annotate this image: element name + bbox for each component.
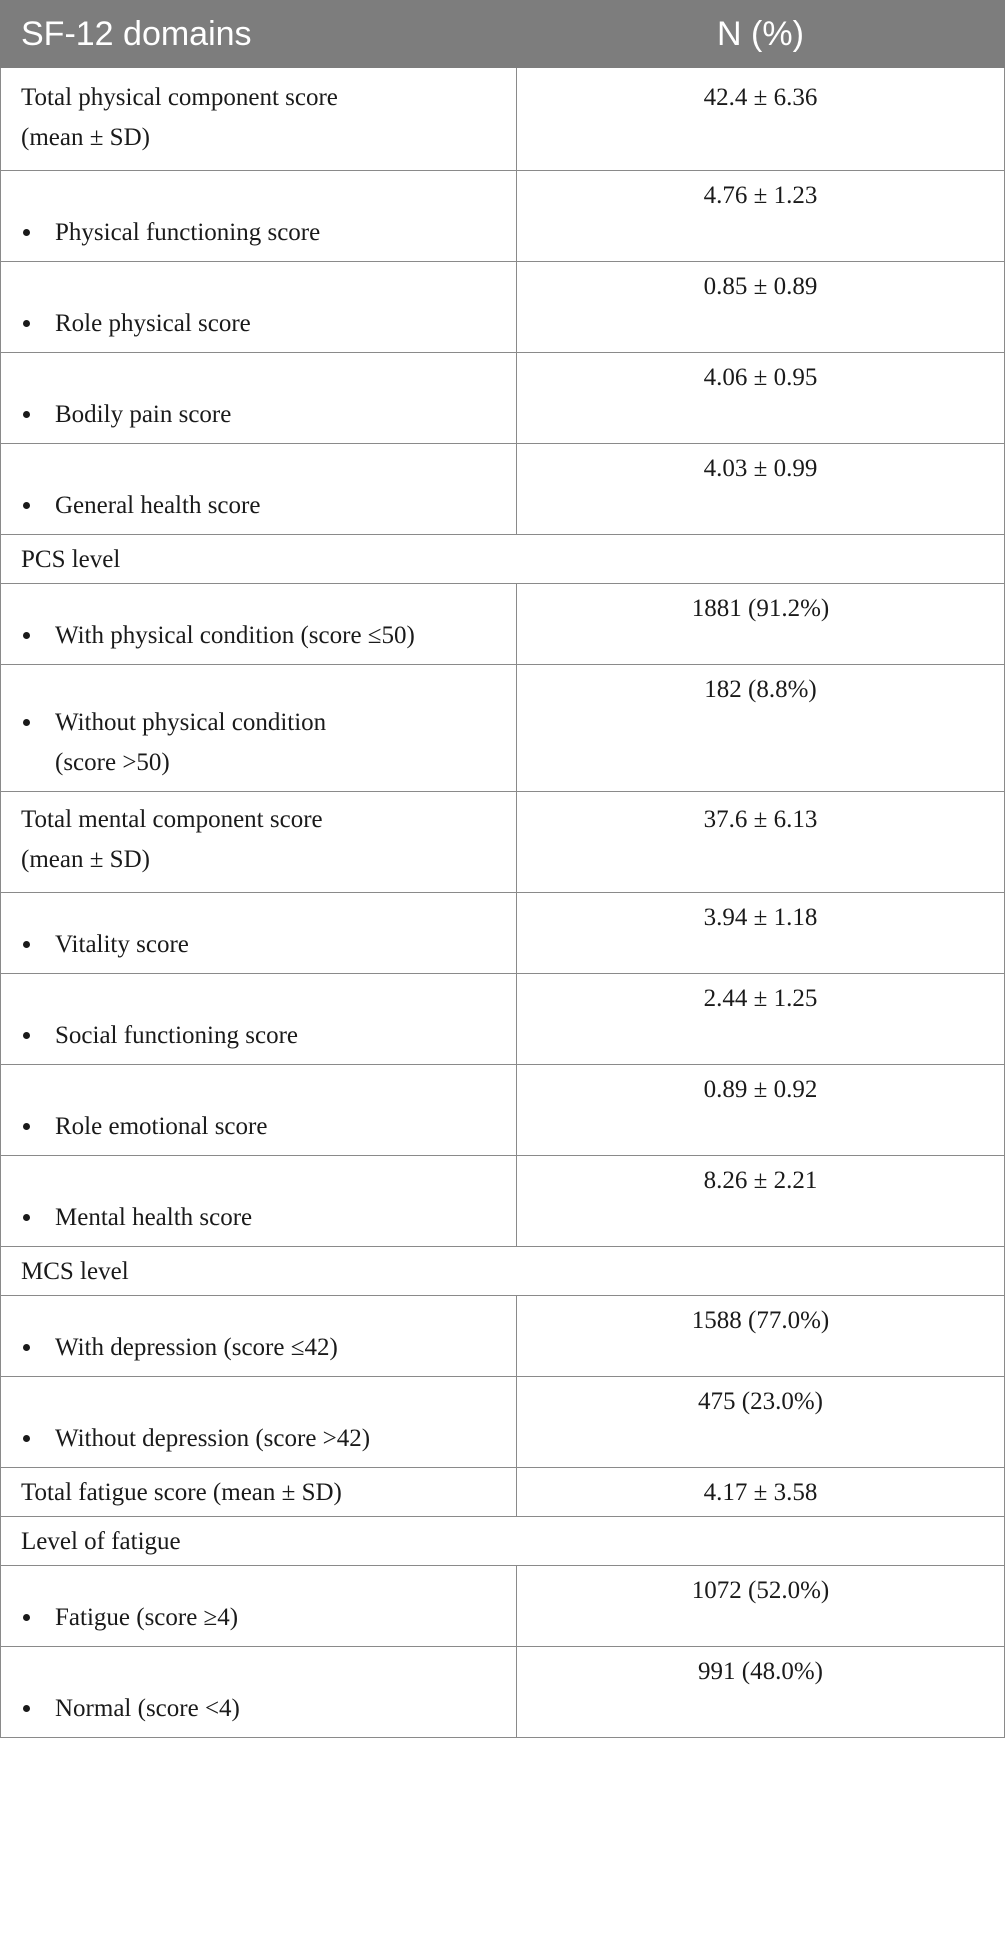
row-label	[1, 444, 517, 535]
row-label	[1, 68, 517, 171]
bullet-icon	[21, 213, 55, 253]
table-row-fatigue-level	[1, 1517, 1005, 1566]
row-label	[1, 1566, 517, 1647]
row-label	[1, 1065, 517, 1156]
row-label-line1: Without physical condition	[55, 709, 327, 736]
bullet-icon	[21, 1198, 55, 1238]
row-value: 4.17 ± 3.58	[517, 1468, 1005, 1517]
row-label	[1, 171, 517, 262]
table-row	[1, 1156, 1005, 1247]
table-row	[1, 262, 1005, 353]
table-row	[1, 444, 1005, 535]
row-value: 42.4 ± 6.36	[517, 68, 1005, 171]
row-value: 2.44 ± 1.25	[517, 974, 1005, 1065]
row-value: 4.06 ± 0.95	[517, 353, 1005, 444]
row-label-line1: Total mental component score	[21, 806, 323, 833]
row-label-text: Fatigue (score ≥4)	[55, 1604, 239, 1631]
row-label	[1, 792, 517, 893]
row-value: 475 (23.0%)	[517, 1377, 1005, 1468]
row-value: 991 (48.0%)	[517, 1647, 1005, 1738]
table-row	[1, 893, 1005, 974]
table-row-total-fatigue	[1, 1468, 1005, 1517]
row-value: 182 (8.8%)	[517, 665, 1005, 792]
table-row	[1, 1065, 1005, 1156]
row-label-text: With depression (score ≤42)	[55, 1334, 338, 1361]
bullet-icon	[21, 616, 55, 656]
table-row	[1, 1566, 1005, 1647]
row-label-text: Normal (score <4)	[55, 1695, 240, 1722]
row-label-text: Bodily pain score	[55, 401, 232, 428]
table-row	[1, 353, 1005, 444]
table-row	[1, 1377, 1005, 1468]
section-label-pcs-level: PCS level	[1, 535, 1005, 584]
row-value: 0.85 ± 0.89	[517, 262, 1005, 353]
row-value: 3.94 ± 1.18	[517, 893, 1005, 974]
header-sf12-domains: SF-12 domains	[1, 1, 517, 68]
row-label	[1, 262, 517, 353]
row-label	[1, 1156, 517, 1247]
row-label-text: Without depression (score >42)	[55, 1425, 371, 1452]
table-row-pcs-level	[1, 535, 1005, 584]
row-label	[1, 353, 517, 444]
bullet-icon	[21, 703, 55, 743]
bullet-icon	[21, 1419, 55, 1459]
table-row-mcs-level	[1, 1247, 1005, 1296]
row-value: 1072 (52.0%)	[517, 1566, 1005, 1647]
row-value: 4.76 ± 1.23	[517, 171, 1005, 262]
bullet-icon	[21, 486, 55, 526]
table-row-total-mcs	[1, 792, 1005, 893]
row-value: 1588 (77.0%)	[517, 1296, 1005, 1377]
table-header-row	[1, 1, 1005, 68]
bullet-icon	[21, 1107, 55, 1147]
row-label	[1, 1647, 517, 1738]
table-row	[1, 171, 1005, 262]
row-label-line2: (score >50)	[55, 749, 170, 776]
row-label-text: Role emotional score	[55, 1113, 268, 1140]
row-label-text: Role physical score	[55, 310, 251, 337]
bullet-icon	[21, 395, 55, 435]
row-label	[1, 665, 517, 792]
row-label	[1, 893, 517, 974]
row-value: 1881 (91.2%)	[517, 584, 1005, 665]
row-value: 4.03 ± 0.99	[517, 444, 1005, 535]
section-label-mcs-level: MCS level	[1, 1247, 1005, 1296]
row-label-text: Mental health score	[55, 1204, 253, 1231]
row-label-text: General health score	[55, 492, 261, 519]
bullet-icon	[21, 1689, 55, 1729]
bullet-icon	[21, 1598, 55, 1638]
row-label-text: Physical functioning score	[55, 219, 321, 246]
bullet-icon	[21, 1328, 55, 1368]
bullet-icon	[21, 304, 55, 344]
row-label-line1: Total physical component score	[21, 84, 338, 111]
row-label: Total fatigue score (mean ± SD)	[1, 1468, 517, 1517]
row-label	[1, 1296, 517, 1377]
row-label	[1, 1377, 517, 1468]
table-row	[1, 974, 1005, 1065]
section-label-fatigue-level: Level of fatigue	[1, 1517, 1005, 1566]
table-row	[1, 1296, 1005, 1377]
header-n-percent: N (%)	[517, 1, 1005, 68]
table-row	[1, 665, 1005, 792]
row-label-text: Social functioning score	[55, 1022, 298, 1049]
bullet-icon	[21, 1016, 55, 1056]
table-row	[1, 584, 1005, 665]
row-label-line2: (mean ± SD)	[21, 124, 150, 151]
row-value: 0.89 ± 0.92	[517, 1065, 1005, 1156]
row-label-text: Vitality score	[55, 931, 189, 958]
bullet-icon	[21, 925, 55, 965]
table-row-total-pcs	[1, 68, 1005, 171]
table-row	[1, 1647, 1005, 1738]
row-label-text: With physical condition (score ≤50)	[55, 622, 415, 649]
row-label	[1, 974, 517, 1065]
row-value: 8.26 ± 2.21	[517, 1156, 1005, 1247]
row-value: 37.6 ± 6.13	[517, 792, 1005, 893]
row-label-line2: (mean ± SD)	[21, 846, 150, 873]
row-label	[1, 584, 517, 665]
